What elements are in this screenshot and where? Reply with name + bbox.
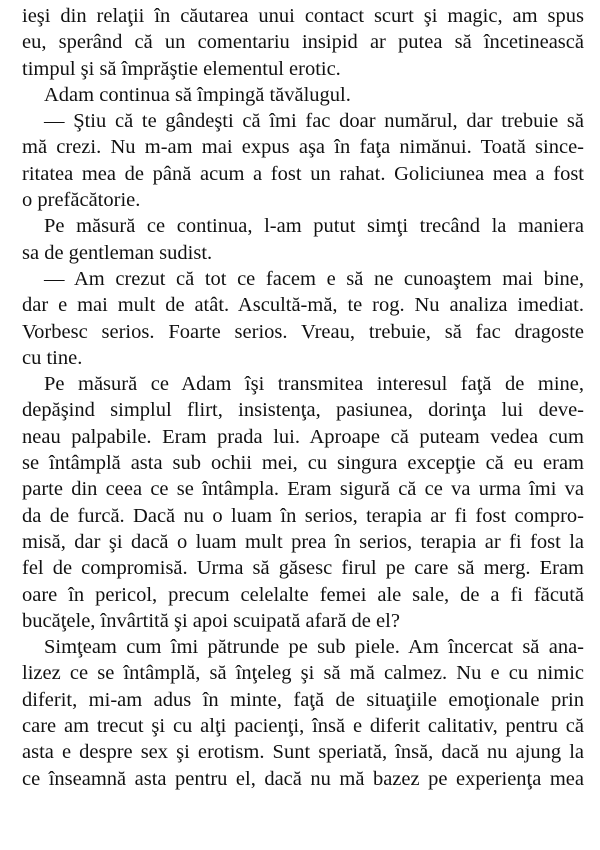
- text-line: — Ştiu că te gândeşti că îmi fac doar numărul, dar trebuie să: [44, 110, 584, 133]
- text-line: — Am crezut că tot ce facem e să ne cunoaştem mai bine,: [44, 267, 584, 290]
- text-line: mă crezi. Nu m-am mai expus aşa în faţa nimănui. Toată since-: [22, 136, 584, 159]
- text-line: timpul şi să împrăştie elementul erotic.: [22, 57, 341, 80]
- text-line: Simţeam cum îmi pătrunde pe sub piele. Am încercat să ana-: [44, 636, 584, 659]
- text-line: Adam continua să împingă tăvălugul.: [44, 83, 351, 106]
- text-line: ce înseamnă asta pentru el, dacă nu mă bazez pe experienţa mea: [22, 767, 584, 790]
- text-line: Vorbesc serios. Foarte serios. Vreau, trebuie, să fac dragoste: [22, 320, 584, 343]
- text-line: da de furcă. Dacă nu o luam în serios, terapia ar fi fost compro-: [22, 504, 584, 527]
- text-line: ritatea mea de până acum a fost un rahat. Goliciunea mea a fost: [22, 162, 584, 185]
- paragraph: [22, 108, 584, 213]
- paragraph: [22, 634, 584, 792]
- paragraph: [22, 371, 584, 634]
- paragraph: [22, 82, 584, 108]
- text-line: diferit, mi-am adus în minte, faţă de situaţiile emoţionale prin: [22, 688, 584, 711]
- text-line: parte din ceea ce se întâmpla. Eram sigură că ce va urma îmi va: [22, 478, 584, 501]
- text-line: ieşi din relaţii în căutarea unui contact scurt şi magic, am spus: [22, 5, 584, 27]
- text-line: dar e mai mult de atât. Ascultă-mă, te rog. Nu analiza imediat.: [22, 294, 584, 317]
- text-line: eu, sperând că un comentariu insipid ar putea să încetinească: [22, 31, 584, 54]
- text-line: misă, dar şi dacă o luam mult prea în serios, terapia ar fi fost la: [22, 530, 584, 553]
- text-line: sa de gentleman sudist.: [22, 241, 213, 264]
- text-line: cu tine.: [22, 346, 83, 369]
- text-line: Pe măsură ce Adam îşi transmitea interesul faţă de mine,: [44, 373, 584, 396]
- paragraph: [22, 213, 584, 266]
- paragraph: [22, 3, 584, 82]
- text-line: oare în pericol, precum celelalte femei ale sale, de a fi făcută: [22, 583, 584, 606]
- text-line: asta e despre sex şi erotism. Sunt speriată, însă, dacă nu ajung la: [22, 741, 584, 764]
- text-line: care am trecut şi cu alţi pacienţi, însă e diferit calitativ, pentru că: [22, 715, 584, 738]
- text-line: neau palpabile. Eram prada lui. Aproape că puteam vedea cum: [22, 425, 584, 448]
- text-line: lizez ce se întâmplă, să înţeleg şi să mă calmez. Nu e cu nimic: [22, 662, 584, 685]
- text-line: bucăţele, învârtită şi apoi scuipată afară de el?: [22, 609, 400, 632]
- book-page: [22, 3, 584, 792]
- text-line: se întâmplă asta sub ochii mei, cu singura excepţie că eu eram: [22, 452, 584, 475]
- text-line: o prefăcătorie.: [22, 189, 141, 212]
- text-line: depăşind simplul flirt, insistenţa, pasiunea, dorinţa lui deve-: [22, 399, 584, 422]
- text-line: Pe măsură ce continua, l-am putut simţi trecând la maniera: [44, 215, 584, 238]
- paragraph: [22, 266, 584, 371]
- text-line: fel de compromisă. Urma să găsesc firul pe care să merg. Eram: [22, 557, 584, 580]
